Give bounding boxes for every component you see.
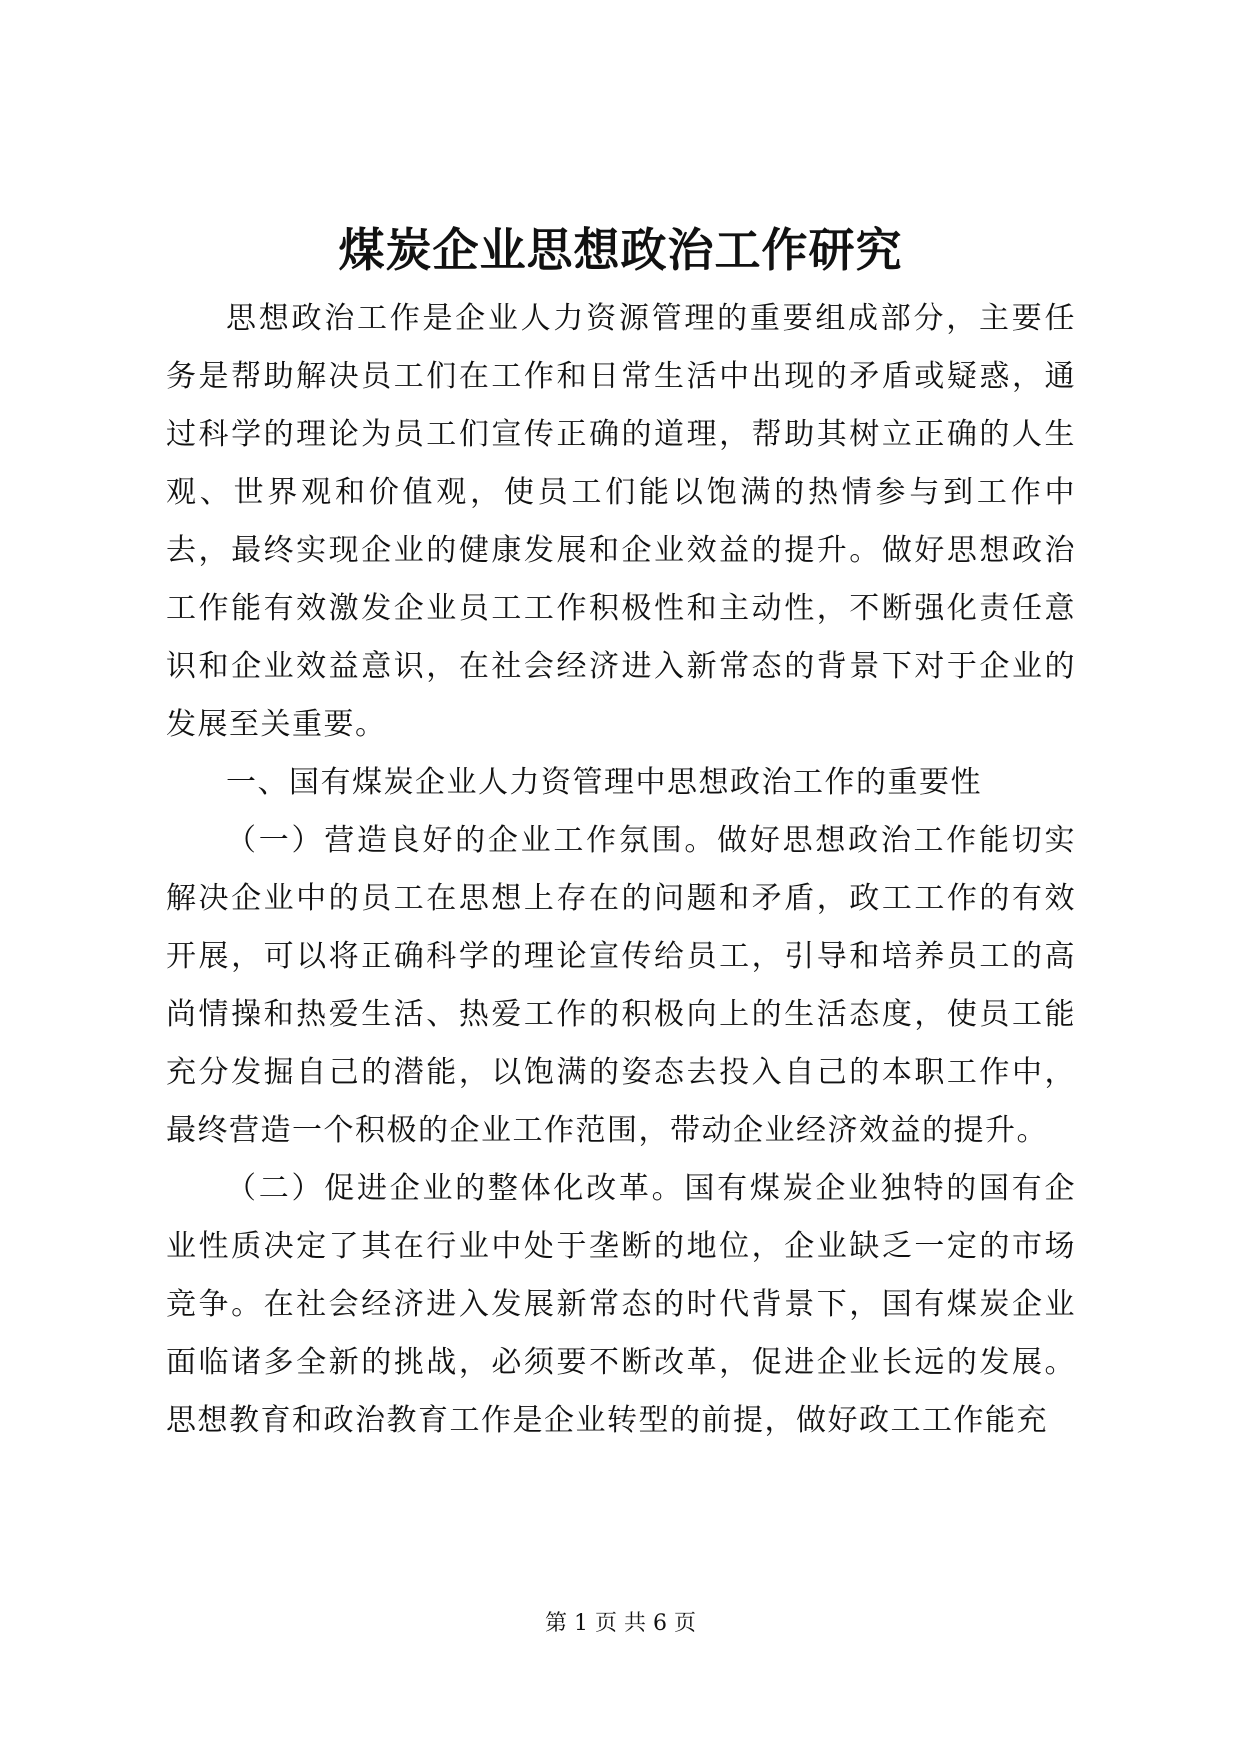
- subsection-paragraph-2: （二）促进企业的整体化改革。国有煤炭企业独特的国有企业性质决定了其在行业中处于垄断的地位，企业缺乏一定的市场竞争。在社会经济进入发展新常态的时代背景下，国有煤炭企业面临诸多全新的挑战，必须要不断改革，促进企业长远的发展。思想教育和政治教育工作是企业转型的前提，做好政工工作能充: [166, 1171, 1076, 1438]
- subsection-paragraph-1: （一）营造良好的企业工作氛围。做好思想政治工作能切实解决企业中的员工在思想上存在的问题和矛盾，政工工作的有效开展，可以将正确科学的理论宣传给员工，引导和培养员工的高尚情操和热爱生活、热爱工作的积极向上的生活态度，使员工能充分发掘自己的潜能，以饱满的姿态去投入自己的本职工作中，最终营造一个积极的企业工作范围，带动企业经济效益的提升。: [166, 823, 1076, 1148]
- document-body: [166, 290, 1076, 1450]
- document-title: 煤炭企业思想政治工作研究: [338, 223, 903, 277]
- page-number-footer: 第 1 页 共 6 页: [545, 1611, 696, 1636]
- section-heading-1: 一、国有煤炭企业人力资管理中思想政治工作的重要性: [226, 765, 982, 800]
- intro-paragraph: 思想政治工作是企业人力资源管理的重要组成部分，主要任务是帮助解决员工们在工作和日常生活中出现的矛盾或疑惑，通过科学的理论为员工们宣传正确的道理，帮助其树立正确的人生观、世界观和价值观，使员工们能以饱满的热情参与到工作中去，最终实现企业的健康发展和企业效益的提升。做好思想政治工作能有效激发企业员工工作积极性和主动性，不断强化责任意识和企业效益意识，在社会经济进入新常态的背景下对于企业的发展至关重要。: [166, 301, 1076, 742]
